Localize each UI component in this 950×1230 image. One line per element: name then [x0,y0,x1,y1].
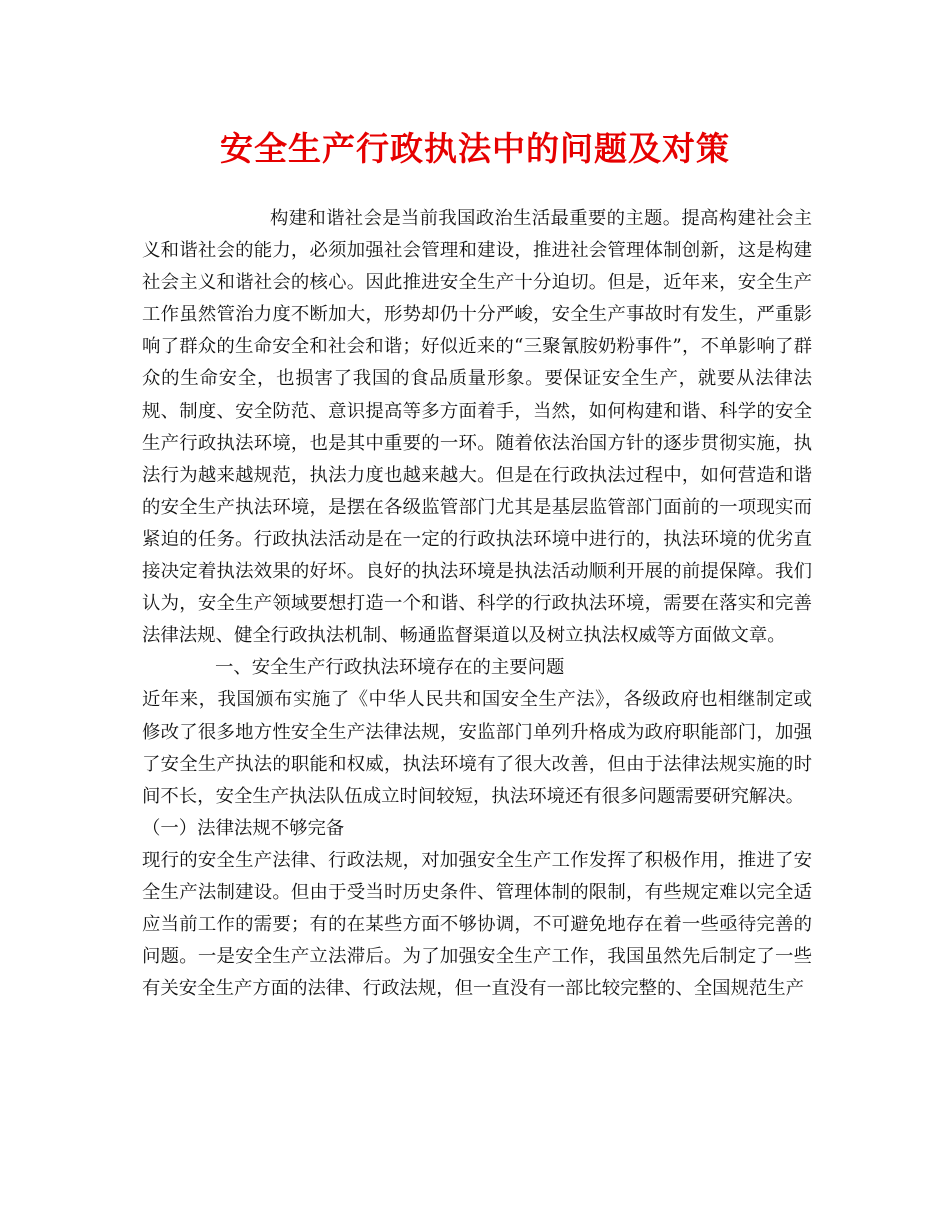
section-1-paragraph: 近年来，我国颁布实施了《中华人民共和国安全生产法》，各级政府也相继制定或修改了很多地方性安全生产法律法规，安监部门单列升格成为政府职能部门，加强了安全生产执法的职能和权威，执法环境有了很大改善，但由于法律法规实施的时间不长，安全生产执法队伍成立时间较短，执法环境还有很多问题需要研究解决。 [142,689,812,807]
subsection-heading-1: （一）法律法规不够完备 [142,817,345,839]
section-heading-1: 一、安全生产行政执法环境存在的主要问题 [215,657,565,679]
subsection-1-paragraph: 现行的安全生产法律、行政法规，对加强安全生产工作发挥了积极作用，推进了安全生产法制建设。但由于受当时历史条件、管理体制的限制，有些规定难以完全适应当前工作的需要；有的在某些方面不够协调，不可避免地存在着一些亟待完善的问题。一是安全生产立法滞后。为了加强安全生产工作，我国虽然先后制定了一些有关安全生产方面的法律、行政法规，但一直没有一部比较完整的、全国规范生产 [142,849,812,1000]
intro-paragraph: 构建和谐社会是当前我国政治生活最重要的主题。提高构建社会主义和谐社会的能力，必须加强社会管理和建设，推进社会管理体制创新，这是构建社会主义和谐社会的核心。因此推进安全生产十分迫切。但是，近年来，安全生产工作虽然管治力度不断加大，形势却仍十分严峻，安全生产事故时有发生，严重影响了群众的生命安全和社会和谐；好似近来的“三聚氰胺奶粉事件”，不单影响了群众的生命安全，也损害了我国的食品质量形象。要保证安全生产，就要从法律法规、制度、安全防范、意识提高等多方面着手，当然，如何构建和谐、科学的安全生产行政执法环境，也是其中重要的一环。随着依法治国方针的逐步贯彻实施，执法行为越来越规范，执法力度也越来越大。但是在行政执法过程中，如何营造和谐的安全生产执法环境，是摆在各级监管部门尤其是基层监管部门面前的一项现实而紧迫的任务。行政执法活动是在一定的行政执法环境中进行的，执法环境的优劣直接决定着执法效果的好坏。良好的执法环境是执法活动顺利开展的前提保障。我们认为，安全生产领域要想打造一个和谐、科学的行政执法环境，需要在落实和完善法律法规、健全行政执法机制、畅通监督渠道以及树立执法权威等方面做文章。 [142,208,812,647]
document-body [142,203,812,1005]
document-title: 安全生产行政执法中的问题及对策 [220,129,730,168]
